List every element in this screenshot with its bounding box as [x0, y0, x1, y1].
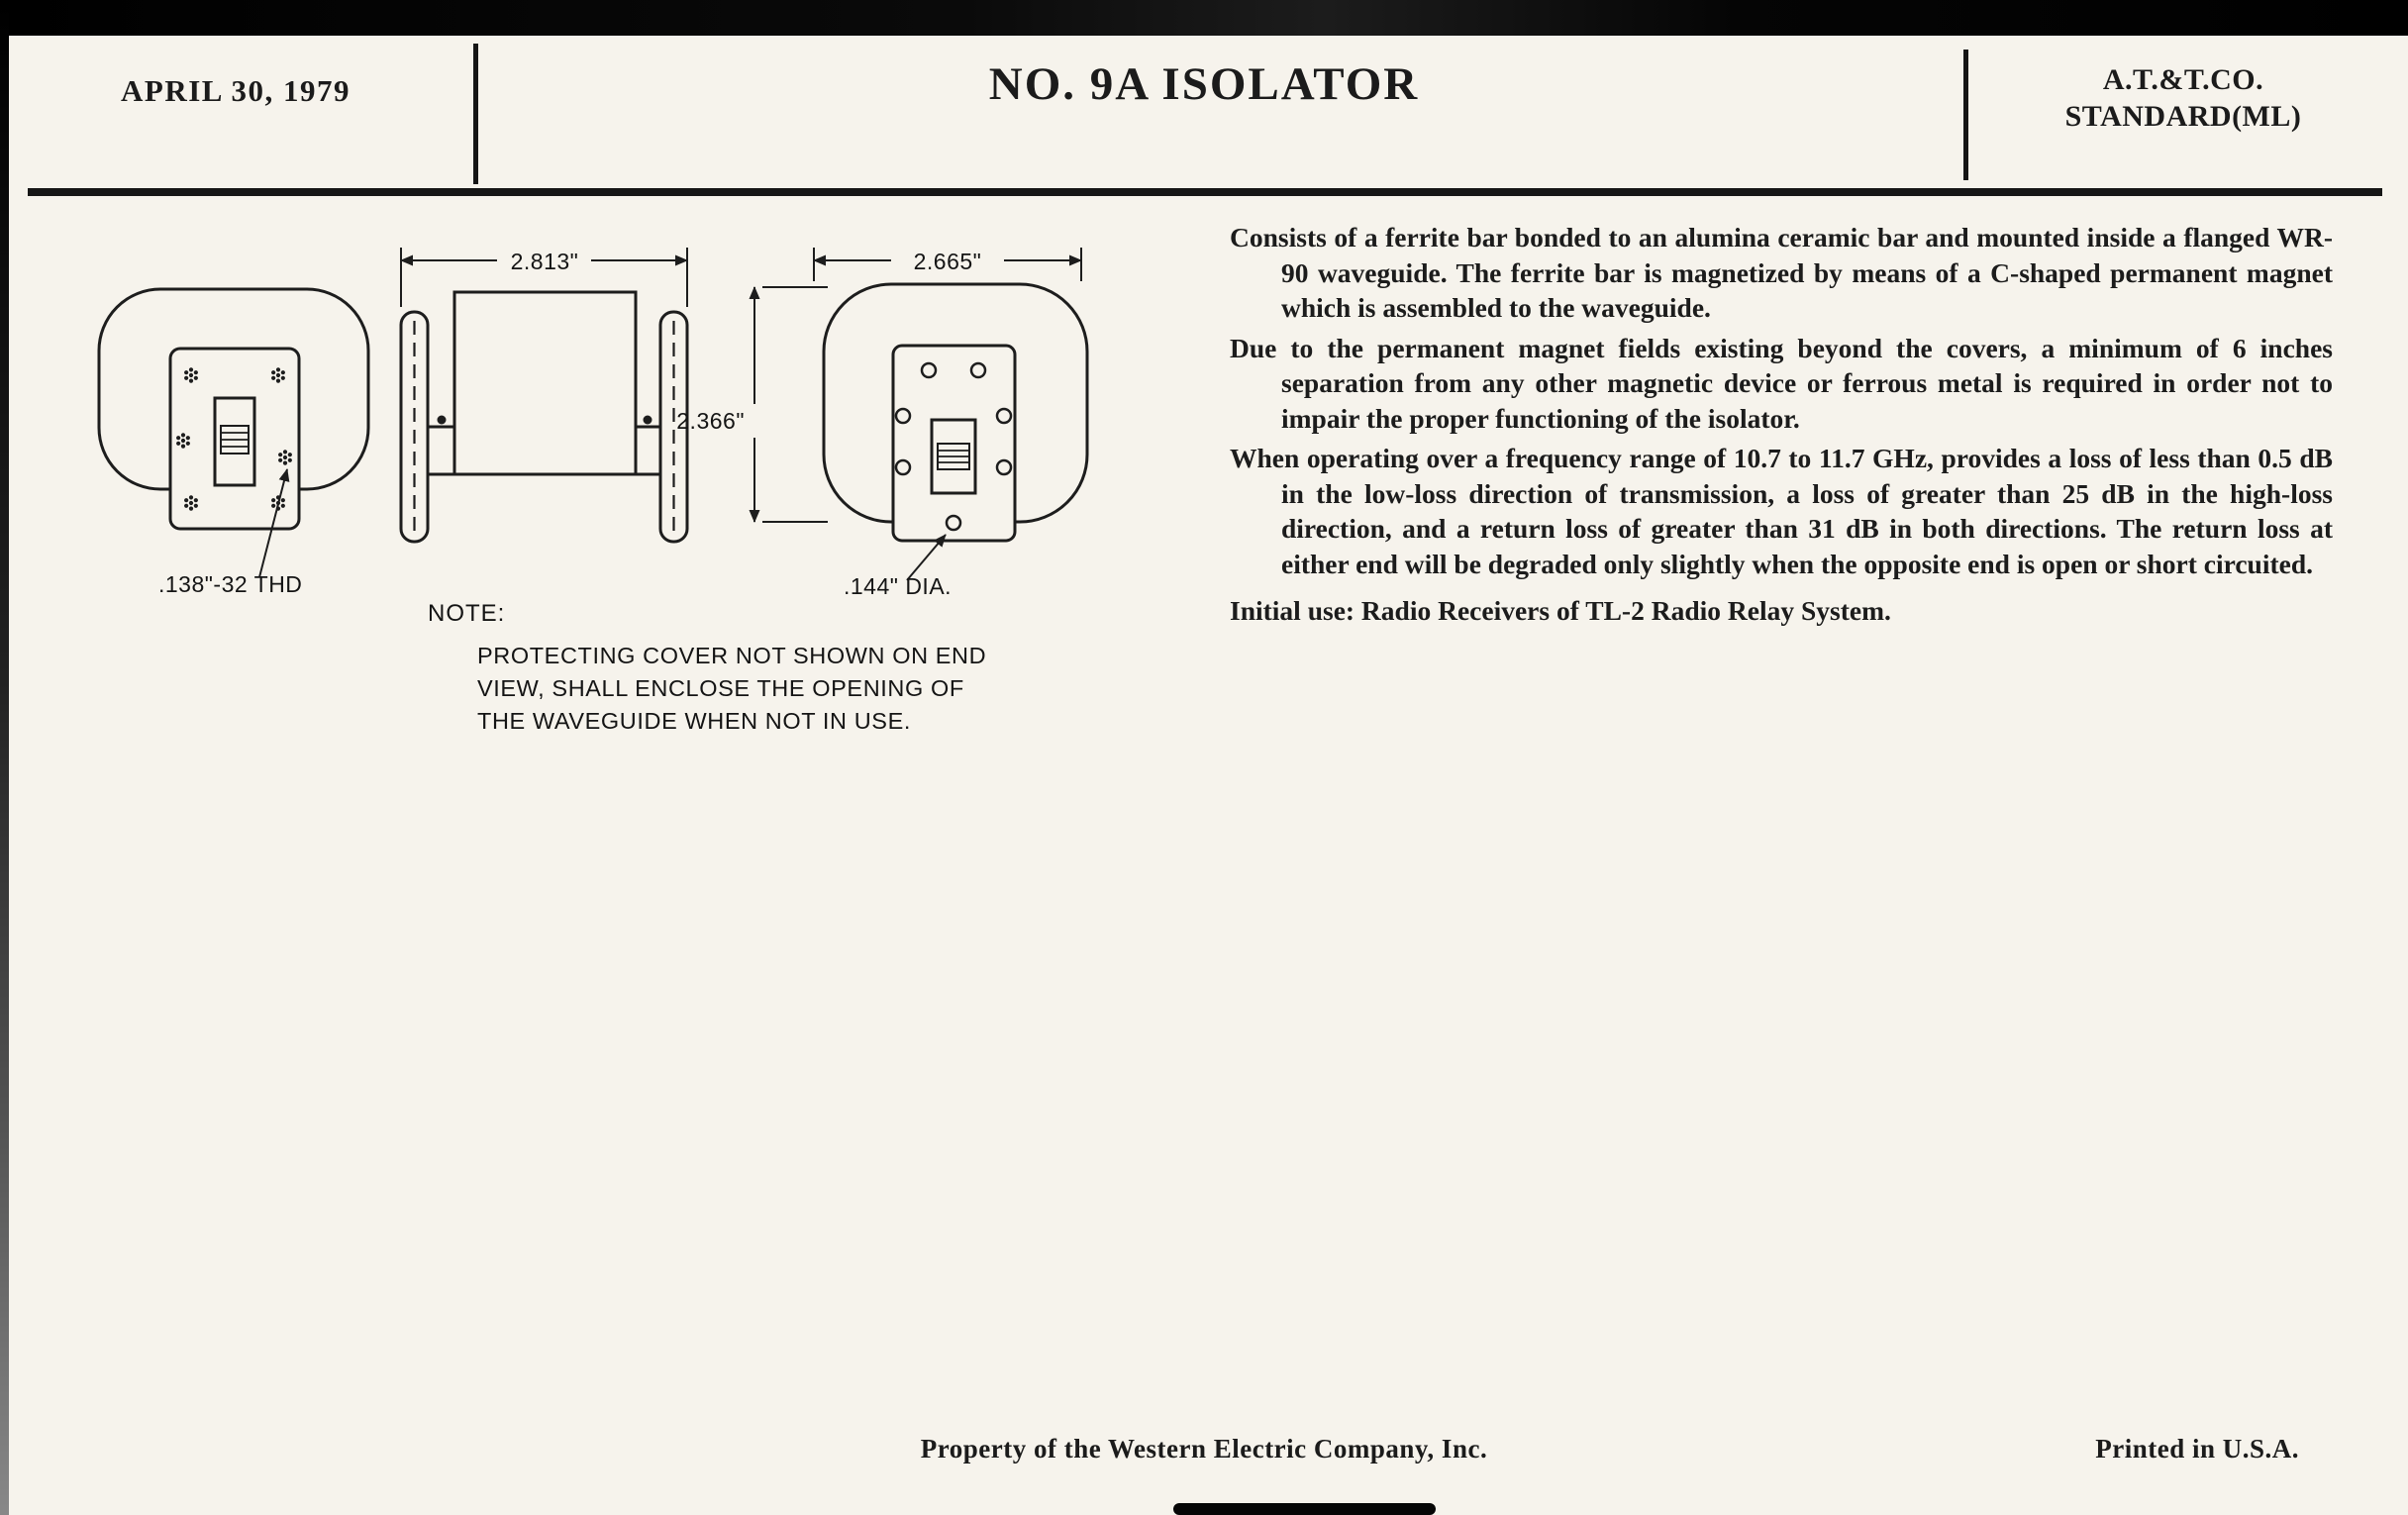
header-date: APRIL 30, 1979: [121, 73, 351, 108]
side-view: [401, 292, 687, 542]
header-org-line1: A.T.&T.CO.: [2102, 63, 2264, 96]
screw-dot-right: [644, 416, 652, 425]
header-org-line2: STANDARD(ML): [2064, 100, 2302, 133]
header-org-block: [1990, 61, 2376, 135]
header-divider-left: [473, 44, 478, 184]
paragraph-initial-use: Initial use: Radio Receivers of TL-2 Radio Relay System.: [1230, 595, 1891, 626]
end-view-right: [824, 284, 1087, 541]
footer-printed-in: Printed in U.S.A.: [2095, 1434, 2299, 1464]
dimension-height: [676, 287, 828, 522]
diameter-leader: [844, 535, 952, 599]
paragraph-magnetic-separation: Due to the permanent magnet fields existing beyond the covers, a minimum of 6 inches separation from any other magnetic device or ferrous metal is required in order not to impair the proper functioning of the isolator.: [1230, 332, 2333, 434]
scan-edge-top: [0, 0, 2408, 36]
footer-property-notice: Property of the Western Electric Company, Inc.: [920, 1434, 1488, 1464]
description-column: [1230, 220, 2333, 629]
dim-label-side-width: 2.813": [510, 249, 579, 274]
magnet-body-side: [454, 292, 636, 474]
dim-label-height: 2.366": [676, 408, 745, 434]
scan-edge-left: [0, 0, 9, 1515]
note-line-1: PROTECTING COVER NOT SHOWN ON END: [477, 643, 987, 668]
scan-smudge-bottom: [1173, 1503, 1436, 1515]
dimension-side-width: [401, 248, 687, 307]
paragraph-construction: Consists of a ferrite bar bonded to an alumina ceramic bar and mounted inside a flanged WR-90 waveguide. The ferrite bar is magnetized by means of a C-shaped permanent magnet which is assembled to the waveguide.: [1230, 222, 2333, 323]
paragraph-performance: When operating over a frequency range of 10.7 to 11.7 GHz, provides a loss of less than 0.5 dB in the low-loss direction of transmission, a loss of greater than 25 dB in the high-loss direction, and a return loss of greater than 31 dB in both directions. The return loss at either end will be degraded only slightly when the opposite end is open or short circuited.: [1230, 443, 2333, 579]
thread-label: .138"-32 THD: [158, 571, 303, 597]
dim-label-end-width: 2.665": [913, 249, 982, 274]
diameter-label: .144" DIA.: [844, 573, 953, 599]
dimension-end-width: [814, 248, 1081, 281]
note-line-2: VIEW, SHALL ENCLOSE THE OPENING OF: [477, 675, 964, 701]
page-title: NO. 9A ISOLATOR: [988, 58, 1420, 110]
screw-dot-left: [438, 416, 447, 425]
note-line-3: THE WAVEGUIDE WHEN NOT IN USE.: [477, 708, 911, 734]
note-text: [477, 640, 986, 738]
note-heading: NOTE:: [428, 600, 506, 627]
header-rule: [28, 188, 2382, 196]
end-view-left: [99, 289, 368, 529]
header-divider-right: [1963, 50, 1968, 180]
